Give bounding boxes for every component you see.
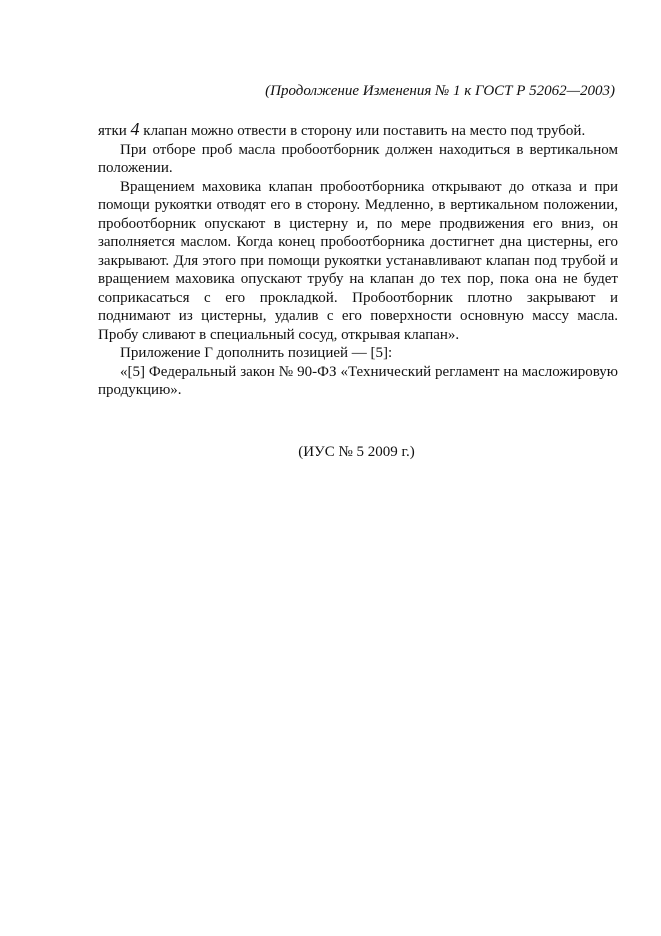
- page-header: (Продолжение Изменения № 1 к ГОСТ Р 52062—2003): [265, 83, 615, 99]
- paragraph-continuation: [98, 120, 618, 141]
- paragraph-appendix-note: Приложение Г дополнить позицией — [5]:: [120, 345, 393, 361]
- body-text: [98, 120, 618, 400]
- paragraph-text: клапан можно отвести в сторону или поставить на место под трубой.: [139, 123, 586, 139]
- source-citation: (ИУС № 5 2009 г.): [298, 444, 415, 460]
- item-number: 4: [130, 119, 140, 139]
- paragraph-sampling-procedure: Вращением маховика клапан пробоотборника открывают до отказа и при помощи рукоятки отводят его в сторону. Медленно, в вертикальном положении, пробоотборник опускают в цистерну и, по мере продвижения его вниз, он заполняется маслом. Когда конец пробоотборника достигнет дна цистерны, его закрывают. Для этого при помощи рукоятки устанавливают клапан под трубой и вращением маховика опускают трубу на клапан до тех пор, пока она не будет соприкасаться с его прокладкой. Пробоотборник плотно закрывают и поднимают из цистерны, удалив с его поверхности основную массу масла. Пробу сливают в специальный сосуд, открывая клапан».: [98, 178, 618, 343]
- paragraph-reference: «[5] Федеральный закон № 90-ФЗ «Технический регламент на масложировую продукцию».: [98, 363, 618, 398]
- paragraph-text: ятки: [98, 123, 131, 139]
- paragraph-sampling-position: При отборе проб масла пробоотборник должен находиться в вертикальном положении.: [98, 141, 618, 176]
